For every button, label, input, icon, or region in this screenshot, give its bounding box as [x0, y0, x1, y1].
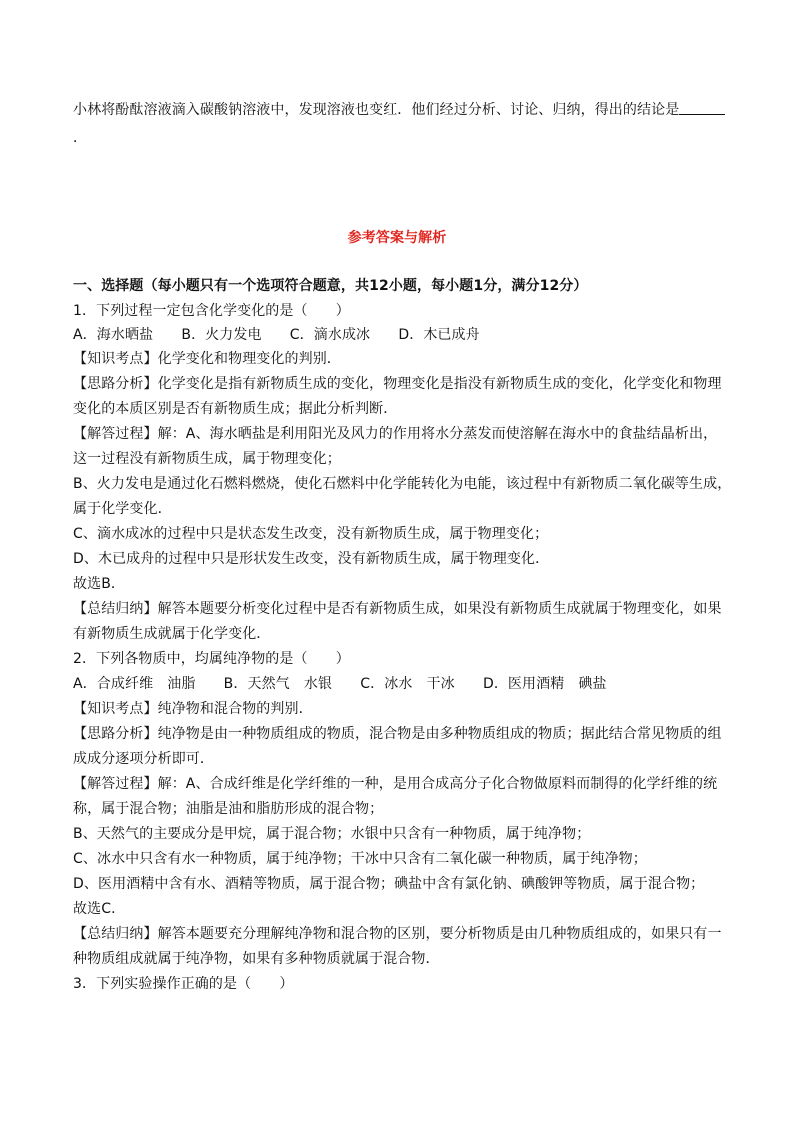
- answer-title: 参考答案与解析: [347, 230, 447, 246]
- q2-choice: 故选C．: [73, 901, 126, 917]
- q1-summary-line: 有新物质生成就属于化学变化．: [73, 626, 271, 642]
- section-header: 一、选择题（每小题只有一个选项符合题意，共12小题，每小题1分，满分12分）: [73, 278, 588, 294]
- q2-knowledge: 【知识考点】纯净物和混合物的判别．: [73, 701, 313, 717]
- q2-options: A．合成纤维 油脂 B．天然气 水银 C．冰水 干冰 D．医用酒精 碘盐: [73, 676, 607, 692]
- q2-thinking-line: 成成分逐项分析即可．: [73, 751, 214, 767]
- q1-process-line: C、滴水成冰的过程中只是状态发生改变，没有新物质生成，属于物理变化；: [73, 526, 549, 542]
- q1-stem: 1．下列过程一定包含化学变化的是（ ）: [73, 303, 350, 319]
- q3-stem: 3．下列实验操作正确的是（ ）: [73, 976, 294, 992]
- q1-process-line: B、火力发电是通过化石燃料燃烧，使化石燃料中化学能转化为电能，该过程中有新物质二氧化碳等生成，: [73, 476, 732, 492]
- q2-summary-line: 种物质组成就属于纯净物，如果有多种物质就属于混合物．: [73, 951, 440, 967]
- q1-process-line: D、木已成舟的过程中只是形状发生改变，没有新物质生成，属于物理变化．: [73, 551, 550, 567]
- q2-stem: 2．下列各物质中，均属纯净物的是（ ）: [73, 651, 350, 667]
- q2-process-line: 【解答过程】解：A、合成纤维是化学纤维的一种，是用合成高分子化合物做原料而制得的化学纤维的统: [73, 776, 718, 792]
- q2-process-line: D、医用酒精中含有水、酒精等物质，属于混合物；碘盐中含有氯化钠、碘酸钾等物质，属于混合物；: [73, 876, 705, 892]
- q2-thinking-line: 【思路分析】纯净物是由一种物质组成的物质，混合物是由多种物质组成的物质；据此结合常见物质的组: [73, 726, 722, 742]
- q1-knowledge: 【知识考点】化学变化和物理变化的判别．: [73, 351, 341, 367]
- q2-summary-line: 【总结归纳】解答本题要充分理解纯净物和混合物的区别，要分析物质是由几种物质组成的，如果只有一: [73, 926, 722, 942]
- intro-sentence: 小林将酚酞溶液滴入碳酸钠溶液中，发现溶液也变红．他们经过分析、讨论、归纳，得出的结论是: [73, 102, 680, 118]
- q1-process-line: 属于化学变化．: [73, 501, 172, 517]
- intro-text-end: ．: [73, 130, 88, 146]
- q1-process-line: 【解答过程】解：A、海水晒盐是利用阳光及风力的作用将水分蒸发而使溶解在海水中的食盐结晶析出，: [73, 426, 718, 442]
- q2-process-line: 称，属于混合物；油脂是油和脂肪形成的混合物；: [73, 801, 384, 817]
- q1-process-line: 这一过程没有新物质生成，属于物理变化；: [73, 451, 341, 467]
- answer-blank: [679, 100, 725, 115]
- q1-options: A．海水晒盐 B．火力发电 C．滴水成冰 D．木已成舟: [73, 327, 480, 343]
- q2-process-line: C、冰水中只含有水一种物质，属于纯净物；干冰中只含有二氧化碳一种物质，属于纯净物；: [73, 851, 647, 867]
- q1-thinking-line: 变化的本质区别是否有新物质生成；据此分析判断．: [73, 401, 398, 417]
- q1-summary-line: 【总结归纳】解答本题要分析变化过程中是否有新物质生成，如果没有新物质生成就属于物理变化，如果: [73, 601, 722, 617]
- q2-process-line: B、天然气的主要成分是甲烷，属于混合物；水银中只含有一种物质，属于纯净物；: [73, 826, 591, 842]
- q1-thinking-line: 【思路分析】化学变化是指有新物质生成的变化，物理变化是指没有新物质生成的变化，化学变化和物理: [73, 376, 722, 392]
- q1-choice: 故选B．: [73, 576, 126, 592]
- intro-text: [73, 100, 723, 120]
